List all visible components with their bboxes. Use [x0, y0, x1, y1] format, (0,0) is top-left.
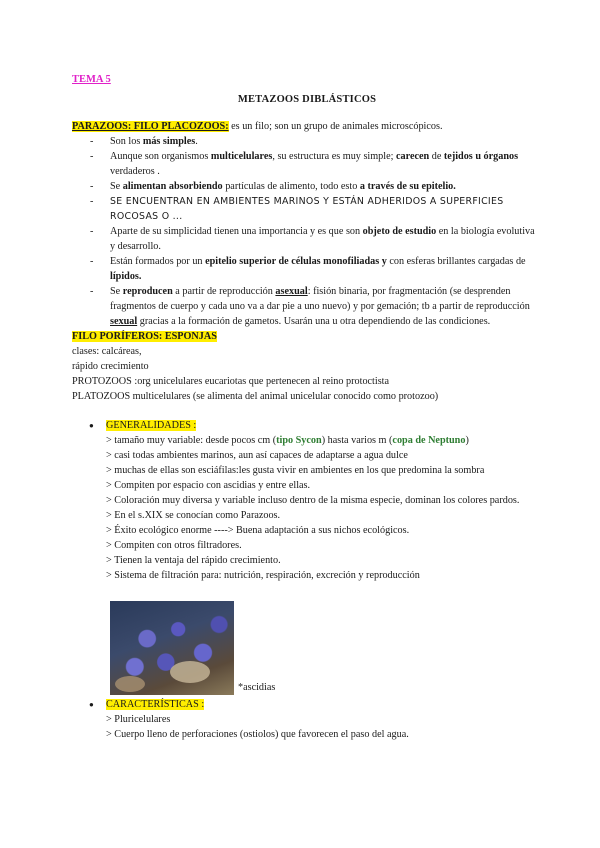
document-page	[72, 68, 542, 742]
list-item: - SE ENCUENTRAN EN AMBIENTES MARINOS Y ESTÁN ADHERIDOS A SUPERFICIES ROCOSAS O ...	[72, 194, 542, 224]
list-item: - Aparte de su simplicidad tienen una importancia y es que son objeto de estudio en la biología evolutiva y desarrollo.	[72, 224, 542, 254]
ascidias-photo	[110, 601, 234, 695]
text-line: > En el s.XIX se conocían como Parazoos.	[106, 510, 281, 521]
placozoos-intro: es un filo; son un grupo de animales microscópicos.	[228, 121, 443, 132]
bullet-item	[72, 418, 542, 433]
text-line: > muchas de ellas son esciáfilas:les gusta vivir en ambientes en los que predomina la sombra	[106, 465, 485, 476]
placozoos-list	[72, 134, 542, 329]
placozoos-heading: PARAZOOS: FILO PLACOZOOS:	[72, 121, 229, 132]
generalidades-section	[72, 418, 542, 583]
text-line: > Sistema de filtración para: nutrición, respiración, excreción y reproducción	[106, 570, 420, 581]
text-line: > Tienen la ventaja del rápido crecimiento.	[106, 555, 281, 566]
caracteristicas-heading: CARACTERÍSTICAS :	[106, 699, 205, 710]
text-line: > Compiten por espacio con ascidias y entre ellas.	[106, 480, 311, 491]
text-line: rápido crecimiento	[72, 361, 149, 372]
text-line: PROTOZOOS :org unicelulares eucariotas que pertenecen al reino protoctista	[72, 376, 390, 387]
list-item: - Están formados por un epitelio superior de células monofiliadas y con esferas brillantes cargadas de lípidos.	[72, 254, 542, 284]
list-item: - Se alimentan absorbiendo partículas de alimento, todo esto a través de su epitelio.	[72, 179, 542, 194]
photo-row	[72, 583, 542, 695]
text-line: > Coloración muy diversa y variable incluso dentro de la misma especie, dominan los colores pardos.	[106, 495, 520, 506]
text-line: > Compiten con otros filtradores.	[106, 540, 242, 551]
text-line: > Pluricelulares	[106, 714, 171, 725]
text-line: PLATOZOOS multicelulares (se alimenta del animal unicelular conocido como protozoo)	[72, 391, 439, 402]
list-item: - Se reproducen a partir de reproducción asexual: fisión binaria, por fragmentación (se desprenden fragmentos de cuerpo y cada uno va a dar pie a uno nuevo) y por gemación; tb a partir de reproducción sexual gracias a la formación de gametos. Usarán una u otra dependiendo de las condiciones.	[72, 284, 542, 329]
generalidades-heading: GENERALIDADES :	[106, 420, 197, 431]
poriferos-section	[72, 329, 542, 404]
list-item: - Aunque son organismos multicelulares, su estructura es muy simple; carecen de tejidos u órganos verdaderos .	[72, 149, 542, 179]
text-line: > casi todas ambientes marinos, aun así capaces de adaptarse a agua dulce	[106, 450, 408, 461]
list-item: - Son los más simples.	[72, 134, 542, 149]
tema-heading: TEMA 5	[72, 74, 111, 85]
text-line: > Cuerpo lleno de perforaciones (ostiolos) que favorecen el paso del agua.	[106, 729, 409, 740]
text-line: clases: calcáreas,	[72, 346, 142, 357]
page-title: METAZOOS DIBLÁSTICOS	[237, 94, 377, 105]
placozoos-section	[72, 119, 542, 329]
caracteristicas-section	[72, 697, 542, 742]
text-line: > Éxito ecológico enorme ----> Buena adaptación a sus nichos ecológicos.	[106, 525, 410, 536]
bullet-item	[72, 697, 542, 712]
photo-caption: *ascidias	[238, 682, 276, 693]
placozoos-intro-line	[72, 119, 542, 134]
poriferos-heading: FILO PORÍFEROS: ESPONJAS	[72, 331, 217, 342]
text-line: > tamaño muy variable: desde pocos cm (tipo Sycon) hasta varios m (copa de Neptuno)	[106, 435, 469, 446]
